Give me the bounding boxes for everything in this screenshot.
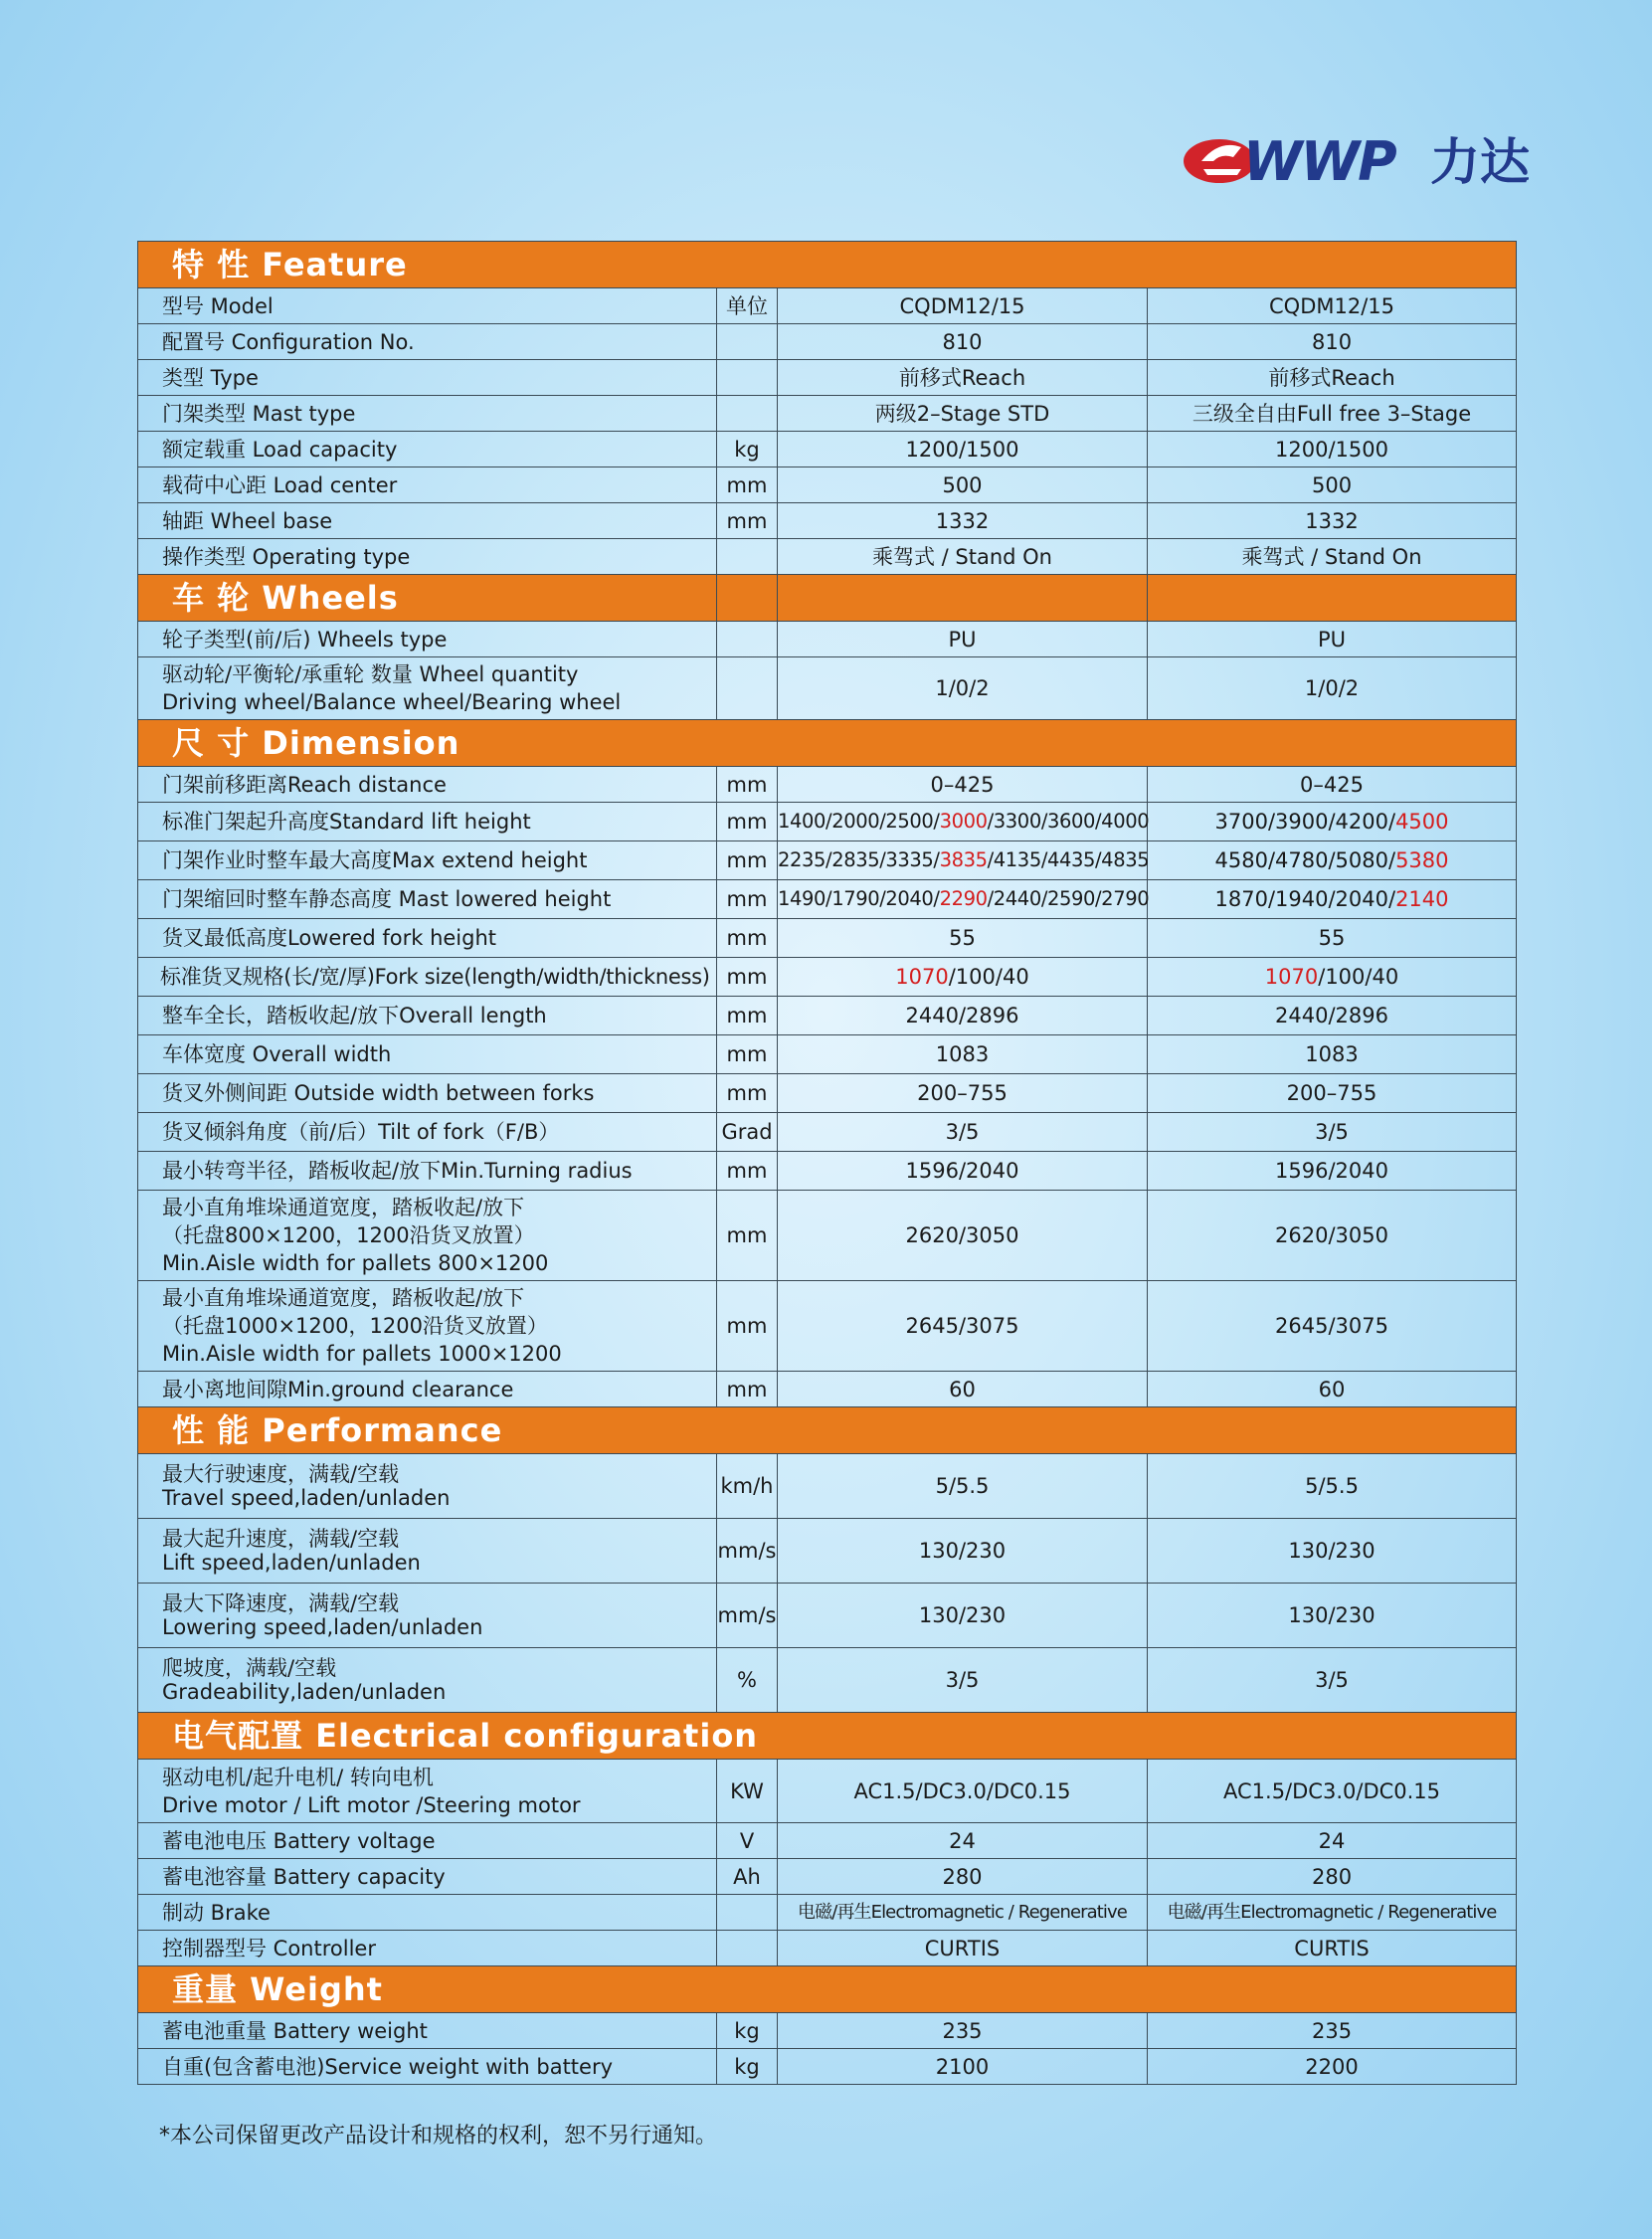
logo-text: WWP <box>1243 130 1395 193</box>
row-label: 最小直角堆垛通道宽度，踏板收起/放下 （托盘800×1200，1200沿货叉放置） Min.Aisle width for pallets 800×1200 <box>138 1191 717 1281</box>
row-unit: kg <box>717 2013 778 2049</box>
row-value: 200–755 <box>778 1074 1148 1113</box>
table-row <box>138 1823 1517 1859</box>
row-label: 货叉最低高度Lowered fork height <box>138 919 717 958</box>
row-label: 蓄电池重量 Battery weight <box>138 2013 717 2049</box>
section-weight: 重量 Weight <box>138 1966 1517 2013</box>
row-value: 130/230 <box>778 1519 1148 1584</box>
table-row <box>138 288 1517 324</box>
row-unit <box>717 1895 778 1931</box>
row-value: 1596/2040 <box>778 1152 1148 1191</box>
row-unit <box>717 396 778 432</box>
table-row <box>138 432 1517 467</box>
row-value: 60 <box>1148 1372 1517 1407</box>
row-value: 1332 <box>1148 503 1517 539</box>
row-value: 1200/1500 <box>778 432 1148 467</box>
table-row <box>138 1372 1517 1407</box>
row-unit: mm/s <box>717 1584 778 1648</box>
row-unit: Grad <box>717 1113 778 1152</box>
row-value: 24 <box>1148 1823 1517 1859</box>
row-value: 3700/3900/4200/4500 <box>1148 803 1517 841</box>
table-row <box>138 467 1517 503</box>
row-unit: mm <box>717 841 778 880</box>
row-label: 货叉倾斜角度（前/后）Tilt of fork（F/B） <box>138 1113 717 1152</box>
row-value: 1596/2040 <box>1148 1152 1517 1191</box>
row-unit: mm <box>717 1372 778 1407</box>
row-value: 1/0/2 <box>778 657 1148 720</box>
row-label: 制动 Brake <box>138 1895 717 1931</box>
row-value: AC1.5/DC3.0/DC0.15 <box>1148 1760 1517 1823</box>
row-value: 3/5 <box>778 1648 1148 1713</box>
table-row <box>138 2049 1517 2085</box>
row-value: 235 <box>778 2013 1148 2049</box>
table-row <box>138 360 1517 396</box>
row-value: 3/5 <box>778 1113 1148 1152</box>
row-label: 爬坡度，满载/空载 Gradeability,laden/unladen <box>138 1648 717 1713</box>
row-label: 控制器型号 Controller <box>138 1931 717 1966</box>
row-value: 前移式Reach <box>1148 360 1517 396</box>
row-value: 130/230 <box>1148 1519 1517 1584</box>
table-row <box>138 1035 1517 1074</box>
row-label: 整车全长，踏板收起/放下Overall length <box>138 997 717 1035</box>
row-unit: mm <box>717 1191 778 1281</box>
row-value: 乘驾式 / Stand On <box>778 539 1148 575</box>
row-value: 55 <box>1148 919 1517 958</box>
row-label: 类型 Type <box>138 360 717 396</box>
row-value: 5/5.5 <box>1148 1454 1517 1519</box>
row-value: 3/5 <box>1148 1113 1517 1152</box>
row-label: 配置号 Configuration No. <box>138 324 717 360</box>
row-value: 1200/1500 <box>1148 432 1517 467</box>
row-value: 130/230 <box>1148 1584 1517 1648</box>
row-label: 最大起升速度，满载/空载 Lift speed,laden/unladen <box>138 1519 717 1584</box>
table-row <box>138 396 1517 432</box>
row-unit: mm <box>717 1074 778 1113</box>
row-label: 标准货叉规格(长/宽/厚)Fork size(length/width/thickness) <box>138 958 717 997</box>
table-row <box>138 1281 1517 1372</box>
row-label: 门架缩回时整车静态高度 Mast lowered height <box>138 880 717 919</box>
footnote: *本公司保留更改产品设计和规格的权利，恕不另行通知。 <box>159 2124 718 2148</box>
row-unit <box>717 1931 778 1966</box>
row-unit <box>717 324 778 360</box>
row-value: 2440/2896 <box>778 997 1148 1035</box>
table-row <box>138 841 1517 880</box>
row-value: 1/0/2 <box>1148 657 1517 720</box>
row-unit: mm <box>717 919 778 958</box>
spec-table <box>137 241 1517 2085</box>
row-value: CURTIS <box>1148 1931 1517 1966</box>
row-value: 1070/100/40 <box>778 958 1148 997</box>
table-row <box>138 1584 1517 1648</box>
row-unit: V <box>717 1823 778 1859</box>
row-value: 810 <box>778 324 1148 360</box>
row-unit: kg <box>717 432 778 467</box>
row-label: 轴距 Wheel base <box>138 503 717 539</box>
row-unit: % <box>717 1648 778 1713</box>
row-unit <box>717 360 778 396</box>
table-row <box>138 1931 1517 1966</box>
table-row <box>138 919 1517 958</box>
table-row <box>138 1113 1517 1152</box>
row-value: 4580/4780/5080/5380 <box>1148 841 1517 880</box>
model-col-2: CQDM12/15 <box>1148 288 1517 324</box>
row-unit: mm <box>717 1035 778 1074</box>
row-unit: mm/s <box>717 1519 778 1584</box>
brand-logo <box>1182 129 1540 195</box>
row-value: CURTIS <box>778 1931 1148 1966</box>
table-row <box>138 1074 1517 1113</box>
section-dimension: 尺 寸 Dimension <box>138 720 1517 767</box>
row-label: 最小离地间隙Min.ground clearance <box>138 1372 717 1407</box>
row-value: 3/5 <box>1148 1648 1517 1713</box>
row-value: 60 <box>778 1372 1148 1407</box>
row-value: 1332 <box>778 503 1148 539</box>
row-unit: mm <box>717 958 778 997</box>
row-value: 810 <box>1148 324 1517 360</box>
model-col-1: CQDM12/15 <box>778 288 1148 324</box>
row-value: 0–425 <box>1148 767 1517 803</box>
row-value: 乘驾式 / Stand On <box>1148 539 1517 575</box>
table-row <box>138 803 1517 841</box>
row-label: 自重(包含蓄电池)Service weight with battery <box>138 2049 717 2085</box>
row-unit: mm <box>717 467 778 503</box>
row-label: 货叉外侧间距 Outside width between forks <box>138 1074 717 1113</box>
row-unit: mm <box>717 767 778 803</box>
row-value: 1070/100/40 <box>1148 958 1517 997</box>
logo-cn-text: 力达 <box>1430 133 1530 191</box>
row-value: 2440/2896 <box>1148 997 1517 1035</box>
row-label: 门架前移距离Reach distance <box>138 767 717 803</box>
table-row <box>138 1191 1517 1281</box>
row-value: AC1.5/DC3.0/DC0.15 <box>778 1760 1148 1823</box>
row-value: 1400/2000/2500/3000/3300/3600/4000 <box>778 803 1148 841</box>
row-unit <box>717 539 778 575</box>
row-value: 2200 <box>1148 2049 1517 2085</box>
row-value: 2100 <box>778 2049 1148 2085</box>
row-unit <box>717 622 778 657</box>
row-label: 最大行驶速度，满载/空载 Travel speed,laden/unladen <box>138 1454 717 1519</box>
row-value: 280 <box>778 1859 1148 1895</box>
row-label: 操作类型 Operating type <box>138 539 717 575</box>
table-row <box>138 539 1517 575</box>
row-label: 型号 Model <box>138 288 717 324</box>
table-row <box>138 1859 1517 1895</box>
section-performance: 性 能 Performance <box>138 1407 1517 1454</box>
table-row <box>138 1648 1517 1713</box>
section-feature: 特 性 Feature <box>138 242 1517 288</box>
row-label: 驱动电机/起升电机/ 转向电机 Drive motor / Lift motor /Steering motor <box>138 1760 717 1823</box>
row-value: 电磁/再生Electromagnetic / Regenerative <box>778 1895 1148 1931</box>
row-value: 1083 <box>1148 1035 1517 1074</box>
row-value: 24 <box>778 1823 1148 1859</box>
table-row <box>138 2013 1517 2049</box>
table-row <box>138 958 1517 997</box>
row-unit: km/h <box>717 1454 778 1519</box>
row-value: 2235/2835/3335/3835/4135/4435/4835 <box>778 841 1148 880</box>
row-value: PU <box>1148 622 1517 657</box>
table-row <box>138 880 1517 919</box>
row-value: 电磁/再生Electromagnetic / Regenerative <box>1148 1895 1517 1931</box>
row-value: 55 <box>778 919 1148 958</box>
table-row <box>138 324 1517 360</box>
section-wheels: 车 轮 Wheels <box>138 575 1517 622</box>
row-value: 1490/1790/2040/2290/2440/2590/2790 <box>778 880 1148 919</box>
row-unit: kg <box>717 2049 778 2085</box>
row-value: 500 <box>778 467 1148 503</box>
row-value: 130/230 <box>778 1584 1148 1648</box>
row-label: 门架类型 Mast type <box>138 396 717 432</box>
row-unit: KW <box>717 1760 778 1823</box>
row-value: 1083 <box>778 1035 1148 1074</box>
row-unit: mm <box>717 1281 778 1372</box>
row-value: 2645/3075 <box>778 1281 1148 1372</box>
row-value: 200–755 <box>1148 1074 1517 1113</box>
row-label: 载荷中心距 Load center <box>138 467 717 503</box>
row-label: 标准门架起升高度Standard lift height <box>138 803 717 841</box>
row-value: PU <box>778 622 1148 657</box>
row-unit: Ah <box>717 1859 778 1895</box>
row-label: 最小转弯半径，踏板收起/放下Min.Turning radius <box>138 1152 717 1191</box>
row-value: 1870/1940/2040/2140 <box>1148 880 1517 919</box>
row-value: 0–425 <box>778 767 1148 803</box>
row-label: 蓄电池电压 Battery voltage <box>138 1823 717 1859</box>
row-label: 额定载重 Load capacity <box>138 432 717 467</box>
table-row <box>138 657 1517 720</box>
row-label: 最大下降速度，满载/空载 Lowering speed,laden/unladen <box>138 1584 717 1648</box>
table-row <box>138 1895 1517 1931</box>
table-row <box>138 767 1517 803</box>
row-unit <box>717 657 778 720</box>
section-electrical: 电气配置 Electrical configuration <box>138 1713 1517 1760</box>
row-label: 驱动轮/平衡轮/承重轮 数量 Wheel quantity Driving wheel/Balance wheel/Bearing wheel <box>138 657 717 720</box>
row-value: 三级全自由Full free 3–Stage <box>1148 396 1517 432</box>
row-label: 门架作业时整车最大高度Max extend height <box>138 841 717 880</box>
row-label: 蓄电池容量 Battery capacity <box>138 1859 717 1895</box>
row-unit: mm <box>717 880 778 919</box>
row-value: 2620/3050 <box>1148 1191 1517 1281</box>
row-label: 车体宽度 Overall width <box>138 1035 717 1074</box>
row-value: 280 <box>1148 1859 1517 1895</box>
row-label: 轮子类型(前/后) Wheels type <box>138 622 717 657</box>
row-value: 235 <box>1148 2013 1517 2049</box>
row-unit: mm <box>717 997 778 1035</box>
row-unit: mm <box>717 1152 778 1191</box>
table-row <box>138 997 1517 1035</box>
row-value: 前移式Reach <box>778 360 1148 396</box>
row-unit: mm <box>717 503 778 539</box>
row-value: 500 <box>1148 467 1517 503</box>
row-label: 最小直角堆垛通道宽度，踏板收起/放下 （托盘1000×1200，1200沿货叉放置） Min.Aisle width for pallets 1000×1200 <box>138 1281 717 1372</box>
unit-header: 单位 <box>717 288 778 324</box>
table-row <box>138 503 1517 539</box>
table-row <box>138 1519 1517 1584</box>
row-value: 2620/3050 <box>778 1191 1148 1281</box>
row-value: 5/5.5 <box>778 1454 1148 1519</box>
row-value: 两级2–Stage STD <box>778 396 1148 432</box>
row-unit: mm <box>717 803 778 841</box>
table-row <box>138 1454 1517 1519</box>
table-row <box>138 1760 1517 1823</box>
table-row <box>138 622 1517 657</box>
row-value: 2645/3075 <box>1148 1281 1517 1372</box>
table-row <box>138 1152 1517 1191</box>
